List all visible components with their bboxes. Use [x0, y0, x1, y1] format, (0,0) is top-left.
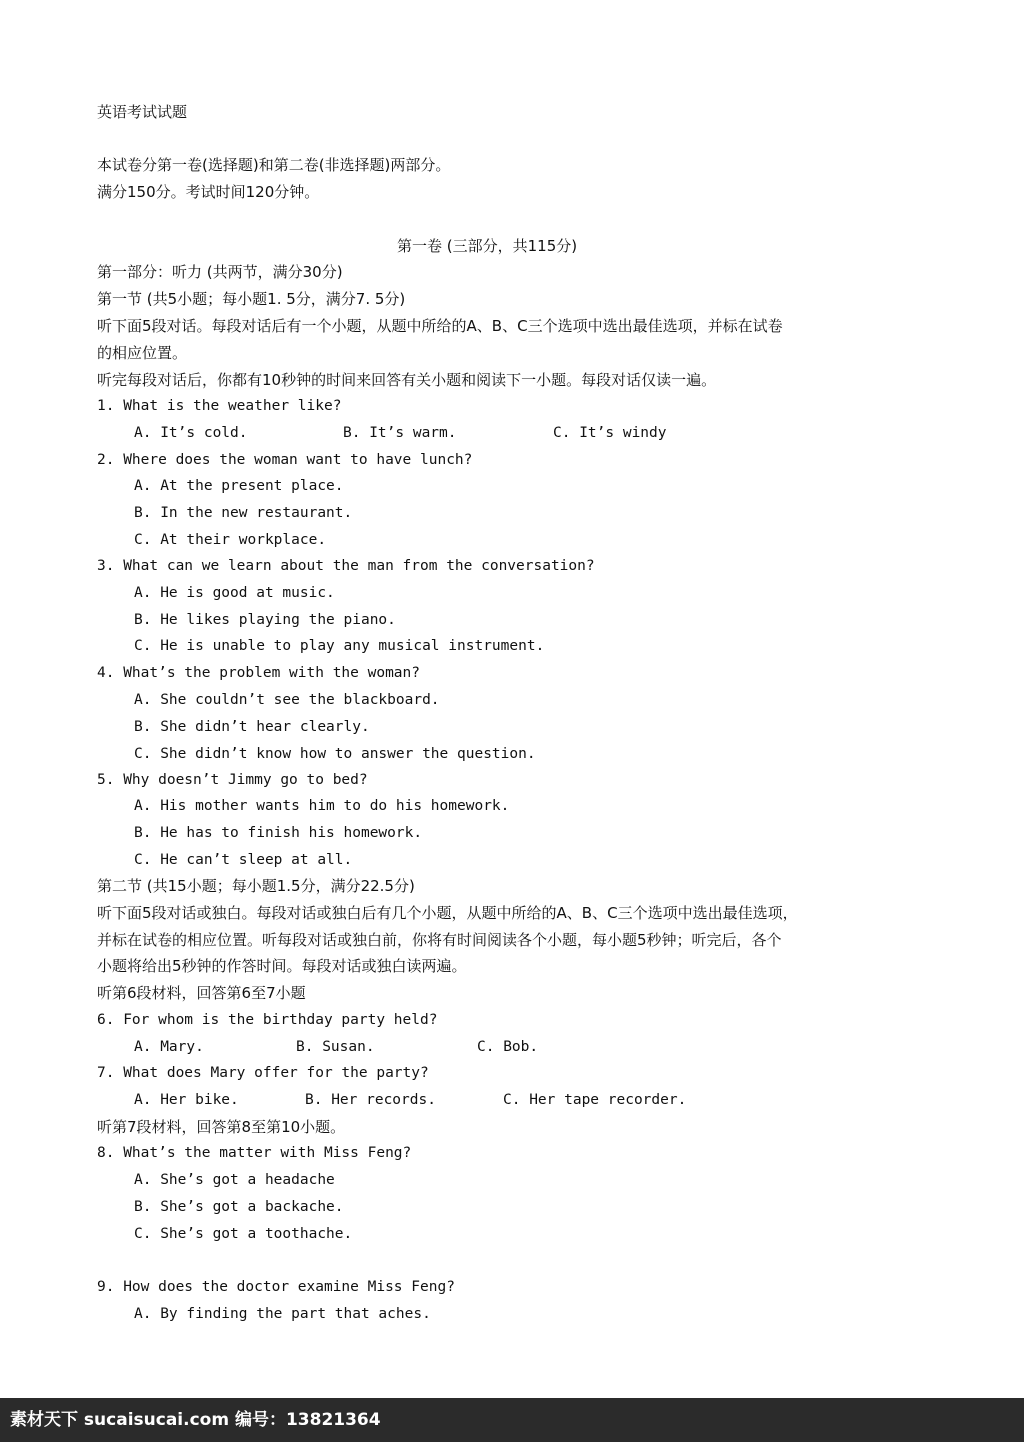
q7-option-c: C. Her tape recorder. — [503, 1092, 687, 1108]
section1-instr-3: 听完每段对话后，你都有10秒钟的时间来回答有关小题和阅读下一小题。每段对话仅读一遍。 — [97, 371, 717, 389]
q1-option-c: C. It’s windy — [553, 425, 667, 441]
q5-text: 5. Why doesn’t Jimmy go to bed? — [97, 772, 368, 788]
section1-instr-1: 听下面5段对话。每段对话后有一个小题，从题中所给的A、B、C三个选项中选出最佳选项，并标在试卷 — [97, 317, 783, 335]
q8-text: 8. What’s the matter with Miss Feng? — [97, 1145, 412, 1161]
q5-option-c: C. He can’t sleep at all. — [134, 852, 353, 868]
q1-option-a: A. It’s cold. — [134, 425, 248, 441]
q5-option-a: A. His mother wants him to do his homework. — [134, 798, 510, 814]
q9-text: 9. How does the doctor examine Miss Feng? — [97, 1279, 455, 1295]
q7-option-a: A. Her bike. — [134, 1092, 239, 1108]
material-6-heading: 听第6段材料，回答第6至7小题 — [97, 984, 306, 1002]
intro-line-1: 本试卷分第一卷(选择题)和第二卷(非选择题)两部分。 — [97, 156, 451, 174]
part1-title: 第一部分：听力 (共两节，满分30分) — [97, 263, 343, 281]
section2-instr-3: 小题将给出5秒钟的作答时间。每段对话或独白读两遍。 — [97, 957, 467, 975]
q4-option-c: C. She didn’t know how to answer the question. — [134, 746, 536, 762]
q3-text: 3. What can we learn about the man from the conversation? — [97, 558, 595, 574]
q6-option-b: B. Susan. — [296, 1039, 375, 1055]
q8-option-b: B. She’s got a backache. — [134, 1199, 344, 1215]
section2-instr-2: 并标在试卷的相应位置。听每段对话或独白前，你将有时间阅读各个小题，每小题5秒钟；听完后，各个 — [97, 931, 782, 949]
q4-option-a: A. She couldn’t see the blackboard. — [134, 692, 440, 708]
volume-title: 第一卷 (三部分，共115分) — [397, 237, 578, 255]
q4-text: 4. What’s the problem with the woman? — [97, 665, 421, 681]
q3-option-c: C. He is unable to play any musical instrument. — [134, 638, 545, 654]
q3-option-b: B. He likes playing the piano. — [134, 612, 396, 628]
doc-title: 英语考试试题 — [97, 103, 188, 121]
q6-text: 6. For whom is the birthday party held? — [97, 1012, 438, 1028]
q7-option-b: B. Her records. — [305, 1092, 436, 1108]
q2-text: 2. Where does the woman want to have lunch? — [97, 452, 473, 468]
q2-option-c: C. At their workplace. — [134, 532, 327, 548]
q6-option-a: A. Mary. — [134, 1039, 204, 1055]
q4-option-b: B. She didn’t hear clearly. — [134, 719, 370, 735]
q6-option-c: C. Bob. — [477, 1039, 539, 1055]
section1-instr-2: 的相应位置。 — [97, 344, 188, 362]
section1-title: 第一节 (共5小题；每小题1. 5分，满分7. 5分) — [97, 290, 406, 308]
q1-text: 1. What is the weather like? — [97, 398, 342, 414]
q2-option-b: B. In the new restaurant. — [134, 505, 353, 521]
watermark-bar: 素材天下 sucaisucai.com 编号：13821364 — [0, 1398, 1024, 1442]
q8-option-a: A. She’s got a headache — [134, 1172, 335, 1188]
intro-line-2: 满分150分。考试时间120分钟。 — [97, 183, 320, 201]
section2-title: 第二节 (共15小题；每小题1.5分，满分22.5分) — [97, 877, 415, 895]
material-7-heading: 听第7段材料，回答第8至第10小题。 — [97, 1118, 346, 1136]
section2-instr-1: 听下面5段对话或独白。每段对话或独白后有几个小题，从题中所给的A、B、C三个选项中选出最佳选项， — [97, 904, 798, 922]
q9-option-a: A. By finding the part that aches. — [134, 1306, 431, 1322]
q5-option-b: B. He has to finish his homework. — [134, 825, 423, 841]
q3-option-a: A. He is good at music. — [134, 585, 335, 601]
q1-option-b: B. It’s warm. — [343, 425, 457, 441]
q7-text: 7. What does Mary offer for the party? — [97, 1065, 429, 1081]
q2-option-a: A. At the present place. — [134, 478, 344, 494]
q8-option-c: C. She’s got a toothache. — [134, 1226, 353, 1242]
